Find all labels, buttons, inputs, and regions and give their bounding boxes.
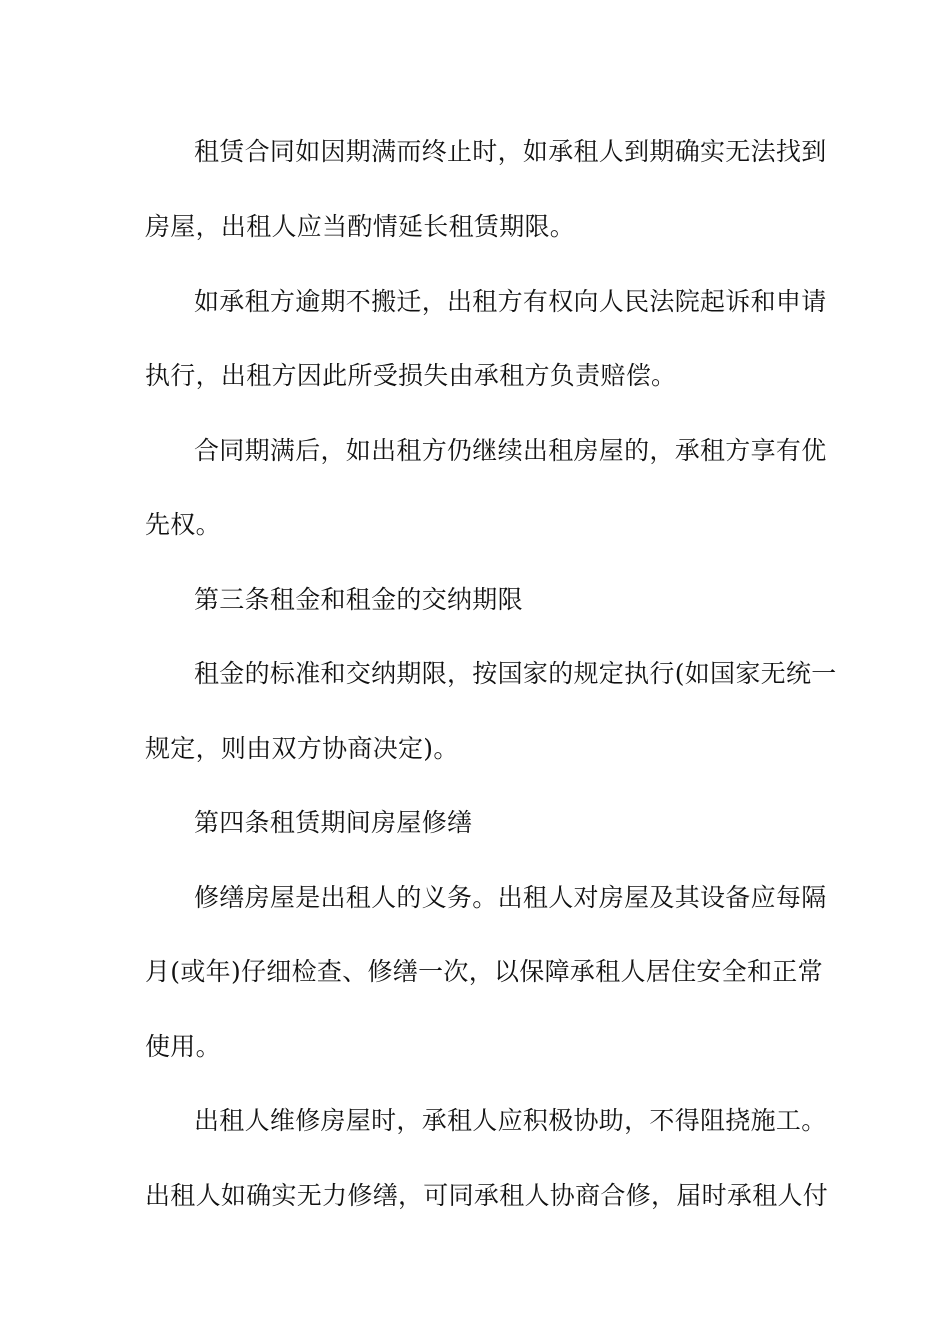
paragraph-line: 租赁合同如因期满而终止时，如承租人到期确实无法找到 bbox=[194, 137, 827, 166]
paragraph-line: 执行，出租方因此所受损失由承租方负责赔偿。 bbox=[145, 361, 677, 390]
paragraph-line: 先权。 bbox=[145, 510, 221, 539]
paragraph-line: 使用。 bbox=[145, 1032, 221, 1061]
section-heading: 第四条租赁期间房屋修缮 bbox=[194, 808, 473, 837]
paragraph-line: 出租人维修房屋时，承租人应积极协助，不得阻挠施工。 bbox=[194, 1106, 827, 1135]
paragraph-line: 规定，则由双方协商决定)。 bbox=[145, 734, 459, 763]
section-heading: 第三条租金和租金的交纳期限 bbox=[194, 585, 523, 614]
paragraph-line: 修缮房屋是出租人的义务。出租人对房屋及其设备应每隔 bbox=[194, 883, 827, 912]
paragraph-line: 租金的标准和交纳期限，按国家的规定执行(如国家无统一 bbox=[194, 659, 837, 688]
paragraph-line: 出租人如确实无力修缮，可同承租人协商合修，届时承租人付 bbox=[145, 1181, 829, 1210]
paragraph-line: 如承租方逾期不搬迁，出租方有权向人民法院起诉和申请 bbox=[194, 287, 827, 316]
paragraph-line: 合同期满后，如出租方仍继续出租房屋的，承租方享有优 bbox=[194, 436, 827, 465]
paragraph-line: 房屋，出租人应当酌情延长租赁期限。 bbox=[145, 212, 576, 241]
paragraph-line: 月(或年)仔细检查、修缮一次，以保障承租人居住安全和正常 bbox=[145, 957, 823, 986]
